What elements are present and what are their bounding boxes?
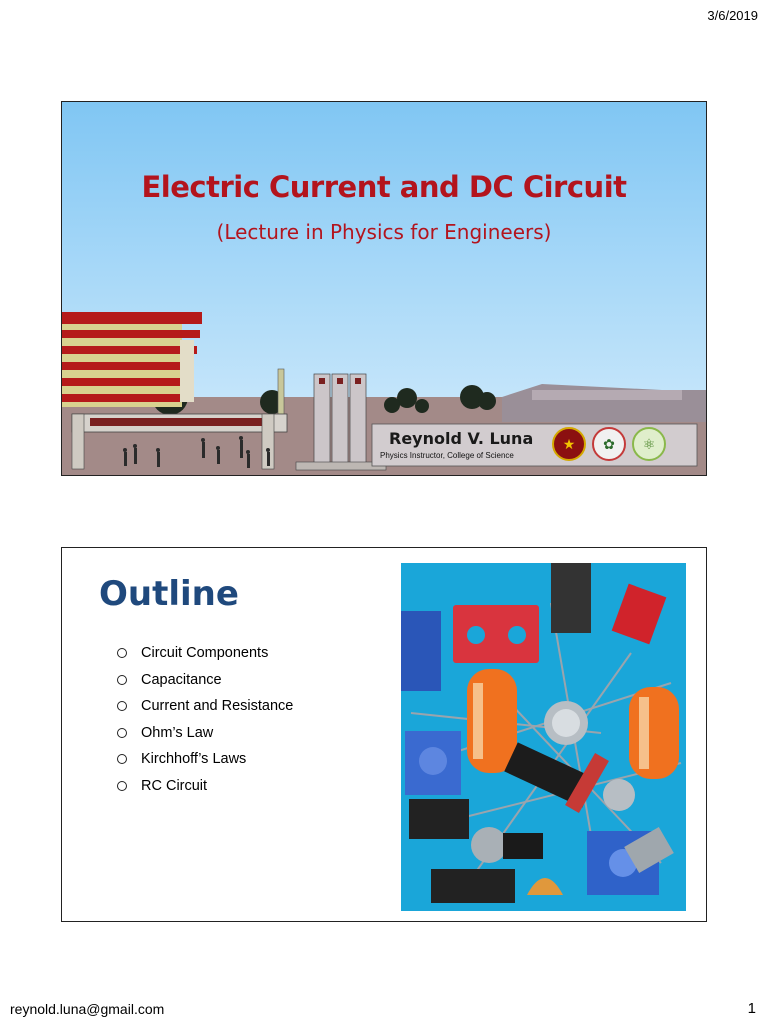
- author-title: Physics Instructor, College of Science: [380, 451, 514, 460]
- page-date: 3/6/2019: [707, 8, 758, 23]
- footer-email: reynold.luna@gmail.com: [10, 1001, 165, 1017]
- outline-slide: [61, 547, 707, 922]
- science-logo-icon: ⚛: [632, 427, 666, 461]
- slide-subtitle: (Lecture in Physics for Engineers): [216, 220, 552, 244]
- university-seal-icon: ★: [552, 427, 586, 461]
- slide-title: Electric Current and DC Circuit: [141, 170, 627, 204]
- title-slide: [61, 101, 707, 476]
- circle-bullet-icon: [117, 701, 127, 711]
- circle-bullet-icon: [117, 781, 127, 791]
- list-item: Kirchhoff’s Laws: [117, 746, 293, 773]
- list-item: Current and Resistance: [117, 693, 293, 720]
- electronic-components-photo: [401, 563, 686, 911]
- list-item: Circuit Components: [117, 640, 293, 667]
- college-seal-icon: ✿: [592, 427, 626, 461]
- circle-bullet-icon: [117, 648, 127, 658]
- institution-logos: [552, 427, 666, 461]
- outline-list: [117, 640, 293, 799]
- list-item: Capacitance: [117, 667, 293, 694]
- circle-bullet-icon: [117, 754, 127, 764]
- list-item: RC Circuit: [117, 773, 293, 800]
- circle-bullet-icon: [117, 675, 127, 685]
- page-number: 1: [747, 1000, 756, 1017]
- list-item: Ohm’s Law: [117, 720, 293, 747]
- outline-title: Outline: [99, 574, 239, 614]
- circle-bullet-icon: [117, 728, 127, 738]
- author-name: Reynold V. Luna: [389, 429, 534, 448]
